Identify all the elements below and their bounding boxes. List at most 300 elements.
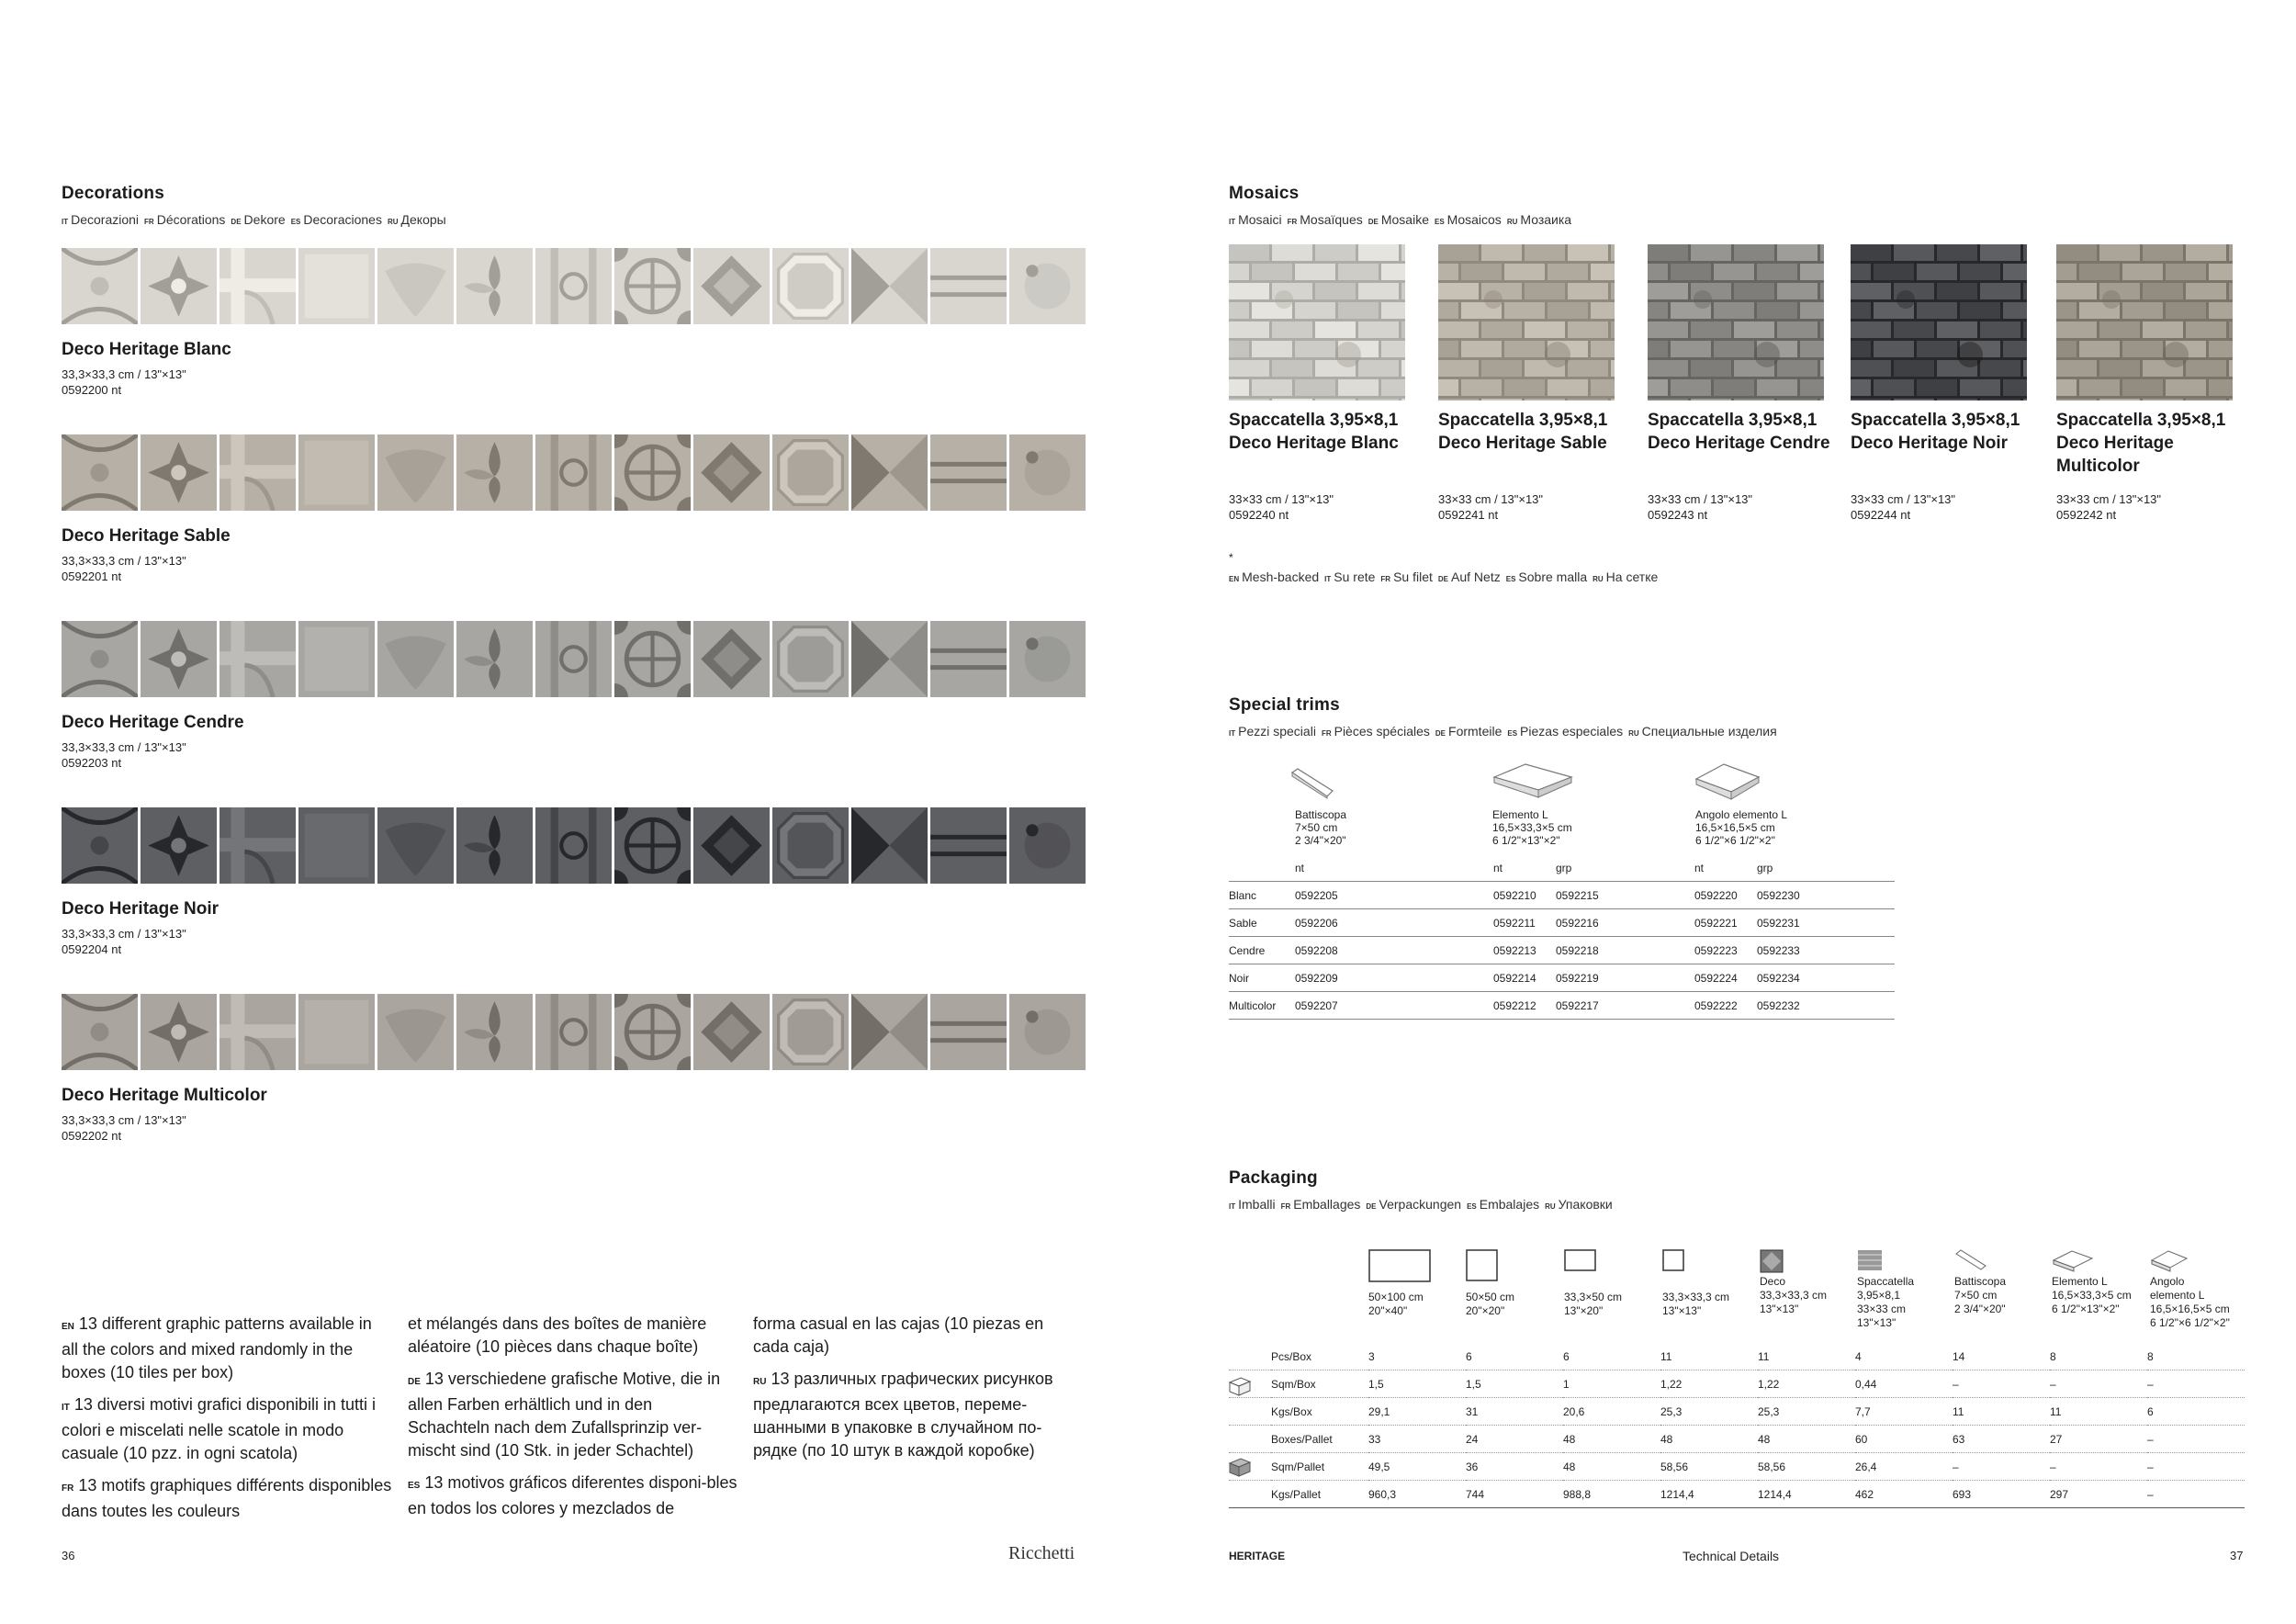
trim-color: Blanc [1229, 882, 1295, 909]
lang-code: DE [1367, 218, 1379, 226]
packaging-row-label: Kgs/Box [1271, 1398, 1368, 1426]
lang-code: DE [231, 218, 242, 226]
packaging-value: 33 [1368, 1426, 1466, 1453]
battiscopa-icon [1290, 767, 1336, 800]
trim-code: 0592207 [1295, 992, 1493, 1020]
trims-text: Pezzi speciali [1238, 724, 1316, 739]
mesh-text: На сетке [1605, 570, 1659, 584]
deco-tile [377, 248, 454, 324]
paragraph-text: 13 different graphic patterns available in all the colors and mixed randomly in the boxes (10 tiles per box) [62, 1314, 372, 1382]
packaging-value: 27 [2050, 1426, 2147, 1453]
packaging-text: Verpackungen [1379, 1197, 1462, 1212]
packaging-column-header-line: 33,3×50 cm [1564, 1291, 1623, 1303]
mosaics-text: Mosaici [1238, 212, 1282, 227]
deco-tile [62, 994, 138, 1070]
trim-piece-inch: 2 3/4"×20" [1295, 834, 1346, 847]
packaging-column-header-line: 50×50 cm [1466, 1291, 1515, 1303]
lang-code: RU [1628, 729, 1639, 738]
packaging-value: 1,5 [1466, 1370, 1563, 1398]
mosaics-text: Mosaïques [1300, 212, 1363, 227]
packaging-column-header-line: 50×100 cm [1368, 1291, 1424, 1303]
deco-tile [141, 621, 217, 697]
packaging-value: 6 [1563, 1343, 1660, 1370]
packaging-column-header-line: 3,95×8,1 [1857, 1289, 1901, 1302]
packaging-row-spacer [1229, 1343, 1271, 1370]
packaging-value: 7,7 [1855, 1398, 1953, 1426]
packaging-value: 462 [1855, 1481, 1953, 1508]
packaging-value: 11 [2050, 1398, 2147, 1426]
trim-code: 0592221 [1694, 909, 1757, 937]
trim-header-cell: grp [1757, 854, 1895, 882]
packaging-row-label: Pcs/Box [1271, 1343, 1368, 1370]
trim-piece-inch: 6 1/2"×13"×2" [1492, 834, 1560, 847]
deco-tile [693, 248, 770, 324]
mosaics-title: Mosaics [1229, 184, 1300, 203]
packaging-value: 11 [1660, 1343, 1758, 1370]
packaging-value: 1214,4 [1660, 1481, 1758, 1508]
packaging-value: 48 [1660, 1426, 1758, 1453]
deco-tile [614, 248, 691, 324]
trim-code: 0592218 [1556, 937, 1694, 964]
trim-code: 0592205 [1295, 882, 1493, 909]
packaging-row-label: Kgs/Pallet [1271, 1481, 1368, 1508]
deco-tile [456, 994, 533, 1070]
packaging-column-header-line: Spaccatella [1857, 1275, 1915, 1288]
deco-tile [219, 621, 296, 697]
mosaic-code: 0592243 nt [1648, 508, 1708, 522]
packaging-value: 297 [2050, 1481, 2147, 1508]
mosaic-swatch [1851, 244, 2027, 400]
lang-code: IT [1324, 575, 1332, 583]
packaging-value: 24 [1466, 1426, 1563, 1453]
trim-header-cell: nt [1493, 854, 1556, 882]
tile-33x33-icon [1662, 1249, 1685, 1283]
deco-tile [614, 994, 691, 1070]
deco-tile [693, 434, 770, 511]
lang-code: FR [1380, 575, 1391, 583]
section-name: Technical Details [1683, 1549, 1780, 1563]
trim-row [1229, 909, 1895, 937]
packaging-text: Imballi [1238, 1197, 1276, 1212]
packaging-text: Embalajes [1479, 1197, 1540, 1212]
packaging-column-header-line: Elemento L [2052, 1275, 2108, 1288]
trim-piece-size: 16,5×16,5×5 cm [1695, 821, 1775, 834]
trim-code: 0592216 [1556, 909, 1694, 937]
packaging-value: 26,4 [1855, 1453, 1953, 1481]
packaging-value: 988,8 [1563, 1481, 1660, 1508]
brand-logo: Ricchetti [1008, 1543, 1075, 1563]
deco-spec [62, 553, 186, 584]
deco-tile [298, 434, 375, 511]
trim-piece-name: Battiscopa [1295, 808, 1347, 821]
mosaic-name-line1: Spaccatella 3,95×8,1 [1851, 411, 2020, 430]
packaging-column-header-line: 13"×13" [1857, 1316, 1896, 1329]
mosaic-code: 0592244 nt [1851, 508, 1911, 522]
deco-tile [693, 807, 770, 884]
deco-spec [62, 739, 186, 771]
lang-code: ES [1505, 575, 1516, 583]
deco-tile [930, 434, 1007, 511]
deco-tile [377, 434, 454, 511]
decorations-languages [62, 212, 446, 227]
deco-tile [298, 248, 375, 324]
tile-33x50-icon [1564, 1249, 1597, 1283]
lang-code: IT [62, 1403, 70, 1413]
body-column-2 [408, 1313, 738, 1529]
trim-header-cell: nt [1694, 854, 1757, 882]
trim-header-row [1229, 854, 1895, 882]
trim-piece-label [1295, 808, 1346, 847]
deco-tile [141, 807, 217, 884]
decorations-text: Décorations [156, 212, 226, 227]
packaging-row [1229, 1453, 2245, 1481]
special-trims-title: Special trims [1229, 695, 1340, 715]
packaging-column-header-line: 6 1/2"×13"×2" [2052, 1303, 2120, 1315]
deco-tile [772, 248, 849, 324]
packaging-column-header-line: 13"×20" [1564, 1304, 1604, 1317]
mosaic-swatch [1648, 244, 1824, 400]
deco-tile [298, 807, 375, 884]
deco-size: 33,3×33,3 cm / 13"×13" [62, 367, 186, 381]
packaging-value: – [2147, 1426, 2245, 1453]
packaging-value: 29,1 [1368, 1398, 1466, 1426]
deco-spec [62, 1112, 186, 1144]
packaging-column-header [1662, 1291, 1729, 1318]
mosaic-size: 33×33 cm / 13"×13" [1438, 492, 1544, 506]
packaging-value: 20,6 [1563, 1398, 1660, 1426]
deco-size: 33,3×33,3 cm / 13"×13" [62, 554, 186, 568]
packaging-value: 1,22 [1758, 1370, 1855, 1398]
decorations-title: Decorations [62, 184, 165, 203]
deco-tile [772, 807, 849, 884]
lang-code: ES [1467, 1202, 1477, 1211]
deco-tile [614, 434, 691, 511]
trim-header-cell: grp [1556, 854, 1694, 882]
deco-tile [62, 434, 138, 511]
packaging-value: 693 [1953, 1481, 2050, 1508]
packaging-column-header-line: 33,3×33,3 cm [1662, 1291, 1730, 1303]
packaging-value: 1,22 [1660, 1370, 1758, 1398]
deco-tile [377, 994, 454, 1070]
packaging-value: 960,3 [1368, 1481, 1466, 1508]
deco-tile [141, 434, 217, 511]
mosaic-name-line2: Deco Heritage Multicolor [2056, 434, 2174, 476]
lang-code: ES [408, 1481, 421, 1491]
deco-tile [851, 621, 928, 697]
mosaic-name [1851, 409, 2048, 455]
packaging-title: Packaging [1229, 1168, 1318, 1188]
decorations-text: Dekore [243, 212, 286, 227]
tile-strip [62, 248, 1086, 324]
trim-code: 0592220 [1694, 882, 1757, 909]
packaging-column-header-line: Battiscopa [1954, 1275, 2007, 1288]
packaging-row-spacer [1229, 1426, 1271, 1453]
deco-code: 0592203 nt [62, 756, 122, 770]
mesh-note [1229, 570, 1658, 584]
deco-code: 0592201 nt [62, 570, 122, 583]
mosaic-name-line2: Deco Heritage Sable [1438, 434, 1607, 453]
packaging-value: 8 [2050, 1343, 2147, 1370]
packaging-column-header-line: 20"×20" [1466, 1304, 1505, 1317]
deco-tile [456, 248, 533, 324]
trim-piece-label [1492, 808, 1572, 847]
packaging-column-header-line: Deco [1760, 1275, 1786, 1288]
lang-code: ES [1507, 729, 1518, 738]
trim-row [1229, 937, 1895, 964]
deco-tile [62, 807, 138, 884]
packaging-row-label: Boxes/Pallet [1271, 1426, 1368, 1453]
tile-strip [62, 621, 1086, 697]
packaging-row-spacer [1229, 1481, 1271, 1508]
mesh-text: Auf Netz [1451, 570, 1501, 584]
packaging-column-header-line: 20"×40" [1368, 1304, 1408, 1317]
paragraph-text: forma casual en las cajas (10 piezas en cada caja) [753, 1314, 1044, 1356]
packaging-value: 58,56 [1660, 1453, 1758, 1481]
trim-code: 0592219 [1556, 964, 1694, 992]
deco-tile [693, 994, 770, 1070]
mosaic-spec [1229, 491, 1334, 523]
deco-tile [219, 807, 296, 884]
trims-text: Formteile [1448, 724, 1503, 739]
paragraph-text: 13 различных графических рисунков предлагаются всех цветов, переме-шанными в упаковке в случайном по-рядке (по 10 штук в каждой коробке) [753, 1370, 1053, 1460]
deco-size: 33,3×33,3 cm / 13"×13" [62, 927, 186, 941]
lang-code: IT [62, 218, 69, 226]
packaging-column-header [1954, 1275, 2006, 1316]
mosaic-name-line1: Spaccatella 3,95×8,1 [1648, 411, 1818, 430]
deco-tile [930, 248, 1007, 324]
deco-tile [851, 807, 928, 884]
lang-code: RU [753, 1377, 767, 1387]
deco-tile [141, 994, 217, 1070]
trims-text: Pièces spéciales [1334, 724, 1430, 739]
paragraph [408, 1313, 738, 1359]
deco-tile [1009, 807, 1086, 884]
lang-code: IT [1229, 729, 1236, 738]
lang-code: ES [290, 218, 301, 226]
lang-code: RU [1593, 575, 1604, 583]
lang-code: FR [144, 218, 154, 226]
trims-text: Piezas especiales [1520, 724, 1624, 739]
packaging-text: Emballages [1293, 1197, 1361, 1212]
paragraph-text: 13 diversi motivi grafici disponibili in tutti i colori e miscelati nelle scatole in modo casuale (10 pzz. in ogni scatola) [62, 1395, 377, 1462]
packaging-value: 36 [1466, 1453, 1563, 1481]
deco-tile [535, 248, 612, 324]
deco-tile [693, 621, 770, 697]
packaging-column-header [1466, 1291, 1514, 1318]
deco-tile [930, 807, 1007, 884]
packaging-row [1229, 1343, 2245, 1370]
lang-code: EN [1229, 575, 1240, 583]
paragraph-text: 13 verschiedene grafische Motive, die in allen Farben erhältlich und in den Schachteln nach dem Zufallsprinzip ver-mischt sind (10 Stk. in jeder Schachtel) [408, 1370, 721, 1460]
mosaic-name-line2: Deco Heritage Noir [1851, 434, 2009, 453]
elemento-l-icon [1492, 762, 1575, 801]
packaging-row-spacer [1229, 1398, 1271, 1426]
collection-name: HERITAGE [1229, 1550, 1286, 1562]
packaging-value: – [2147, 1481, 2245, 1508]
packaging-value: 8 [2147, 1343, 2245, 1370]
mesh-text: Mesh-backed [1242, 570, 1320, 584]
packaging-value: 25,3 [1758, 1398, 1855, 1426]
deco-code: 0592200 nt [62, 383, 122, 397]
lang-code: RU [1545, 1202, 1556, 1211]
deco-name: Deco Heritage Cendre [62, 713, 244, 732]
packaging-value: 1,5 [1368, 1370, 1466, 1398]
deco-tile [851, 994, 928, 1070]
trim-code: 0592232 [1757, 992, 1895, 1020]
mosaic-code: 0592240 nt [1229, 508, 1289, 522]
trim-row [1229, 964, 1895, 992]
packaging-column-header-line: 13"×13" [1760, 1303, 1799, 1315]
mosaic-name [1229, 409, 1426, 455]
mosaic-swatch [1438, 244, 1615, 400]
asterisk: * [1229, 551, 1233, 564]
mosaics-text: Mosaike [1380, 212, 1429, 227]
packaging-value: – [2050, 1453, 2147, 1481]
deco-tile [298, 994, 375, 1070]
paragraph [62, 1393, 392, 1465]
packaging-table [1229, 1343, 2245, 1508]
deco-name: Deco Heritage Multicolor [62, 1086, 267, 1105]
mosaics-text: Mosaicos [1446, 212, 1502, 227]
page-number-right: 37 [2230, 1549, 2244, 1562]
packaging-value: 744 [1466, 1481, 1563, 1508]
packaging-value: 63 [1953, 1426, 2050, 1453]
deco-tile [535, 434, 612, 511]
packaging-value: 6 [2147, 1398, 2245, 1426]
lang-code: IT [1229, 1202, 1236, 1211]
trim-code: 0592217 [1556, 992, 1694, 1020]
packaging-row [1229, 1370, 2245, 1398]
packaging-value: 48 [1758, 1426, 1855, 1453]
packaging-column-header-line: 6 1/2"×6 1/2"×2" [2150, 1316, 2230, 1329]
packaging-row [1229, 1426, 2245, 1453]
packaging-column-header-line: 2 3/4"×20" [1954, 1303, 2006, 1315]
lang-code: FR [1287, 218, 1298, 226]
deco-tile [377, 807, 454, 884]
packaging-value: 1214,4 [1758, 1481, 1855, 1508]
lang-code: FR [1280, 1202, 1291, 1211]
decorations-text: Decoraciones [303, 212, 382, 227]
deco-tile [1009, 994, 1086, 1070]
packaging-row-label: Sqm/Box [1271, 1370, 1368, 1398]
deco-spec [62, 367, 186, 398]
paragraph [62, 1313, 392, 1384]
mosaics-languages [1229, 212, 1571, 227]
deco-tile [141, 248, 217, 324]
mosaic-spec [2056, 491, 2161, 523]
deco-tile [1009, 248, 1086, 324]
mosaic-name [1648, 409, 1845, 455]
deco-code: 0592204 nt [62, 942, 122, 956]
packaging-column-header [2052, 1275, 2132, 1316]
paragraph [753, 1313, 1084, 1359]
packaging-value: 48 [1563, 1426, 1660, 1453]
packaging-value: 14 [1953, 1343, 2050, 1370]
deco-tile [298, 621, 375, 697]
packaging-value: – [1953, 1453, 2050, 1481]
trim-piece-inch: 6 1/2"×6 1/2"×2" [1695, 834, 1775, 847]
trim-piece-label [1695, 808, 1787, 847]
deco-tile [62, 621, 138, 697]
lang-code: ES [1435, 218, 1445, 226]
deco-tile [219, 248, 296, 324]
packaging-value: 48 [1563, 1453, 1660, 1481]
trim-code: 0592209 [1295, 964, 1493, 992]
packaging-column-header [1564, 1291, 1622, 1318]
decorations-text: Decorazioni [71, 212, 140, 227]
packaging-value: 4 [1855, 1343, 1953, 1370]
packaging-value: 0,44 [1855, 1370, 1953, 1398]
packaging-value: 60 [1855, 1426, 1953, 1453]
packaging-column-header-line: Angolo [2150, 1275, 2185, 1288]
packaging-column-header-line: 16,5×33,3×5 cm [2052, 1289, 2132, 1302]
special-trims-languages [1229, 724, 1777, 739]
trim-color: Multicolor [1229, 992, 1295, 1020]
deco-name: Deco Heritage Noir [62, 899, 219, 919]
trim-code: 0592222 [1694, 992, 1757, 1020]
lang-code: FR [62, 1483, 74, 1494]
packaging-row [1229, 1398, 2245, 1426]
packaging-text: Упаковки [1558, 1197, 1613, 1212]
page-number-left: 36 [62, 1549, 75, 1562]
packaging-column-header [1760, 1275, 1827, 1316]
deco-name: Deco Heritage Sable [62, 526, 231, 546]
deco-tile [456, 434, 533, 511]
trim-code: 0592231 [1757, 909, 1895, 937]
mesh-text: Sobre malla [1518, 570, 1588, 584]
mosaic-name [2056, 409, 2254, 478]
lang-code: DE [1435, 729, 1446, 738]
trim-piece-name: Elemento L [1492, 808, 1548, 821]
mosaic-name-line1: Spaccatella 3,95×8,1 [2056, 411, 2226, 430]
trim-code: 0592230 [1757, 882, 1895, 909]
body-column-1 [62, 1313, 392, 1532]
mosaic-size: 33×33 cm / 13"×13" [1229, 492, 1334, 506]
trim-code: 0592208 [1295, 937, 1493, 964]
trim-code: 0592214 [1493, 964, 1556, 992]
packaging-value: 6 [1466, 1343, 1563, 1370]
packaging-row [1229, 1481, 2245, 1508]
trim-piece-name: Angolo elemento L [1695, 808, 1788, 821]
deco-tile [62, 248, 138, 324]
lang-code: EN [62, 1322, 74, 1332]
packaging-value: – [2147, 1453, 2245, 1481]
deco-tile [535, 621, 612, 697]
deco-tile [456, 807, 533, 884]
trim-code: 0592233 [1757, 937, 1895, 964]
trim-header-cell: nt [1295, 854, 1493, 882]
mosaic-swatch [1229, 244, 1405, 400]
mosaic-name [1438, 409, 1636, 455]
lang-code: IT [1229, 218, 1236, 226]
mosaic-spec [1648, 491, 1752, 523]
mosaic-name-line2: Deco Heritage Cendre [1648, 434, 1830, 453]
deco-tile [851, 434, 928, 511]
lang-code: FR [1321, 729, 1332, 738]
trims-text: Специальные изделия [1641, 724, 1777, 739]
deco-tile [772, 434, 849, 511]
packaging-languages [1229, 1197, 1613, 1212]
deco-code: 0592202 nt [62, 1129, 122, 1143]
mosaic-size: 33×33 cm / 13"×13" [1851, 492, 1956, 506]
packaging-row-label: Sqm/Pallet [1271, 1453, 1368, 1481]
trim-code: 0592223 [1694, 937, 1757, 964]
packaging-value: 25,3 [1660, 1398, 1758, 1426]
lang-code: DE [408, 1377, 421, 1387]
mosaic-name-line1: Spaccatella 3,95×8,1 [1229, 411, 1399, 430]
trim-code: 0592206 [1295, 909, 1493, 937]
trim-code: 0592224 [1694, 964, 1757, 992]
